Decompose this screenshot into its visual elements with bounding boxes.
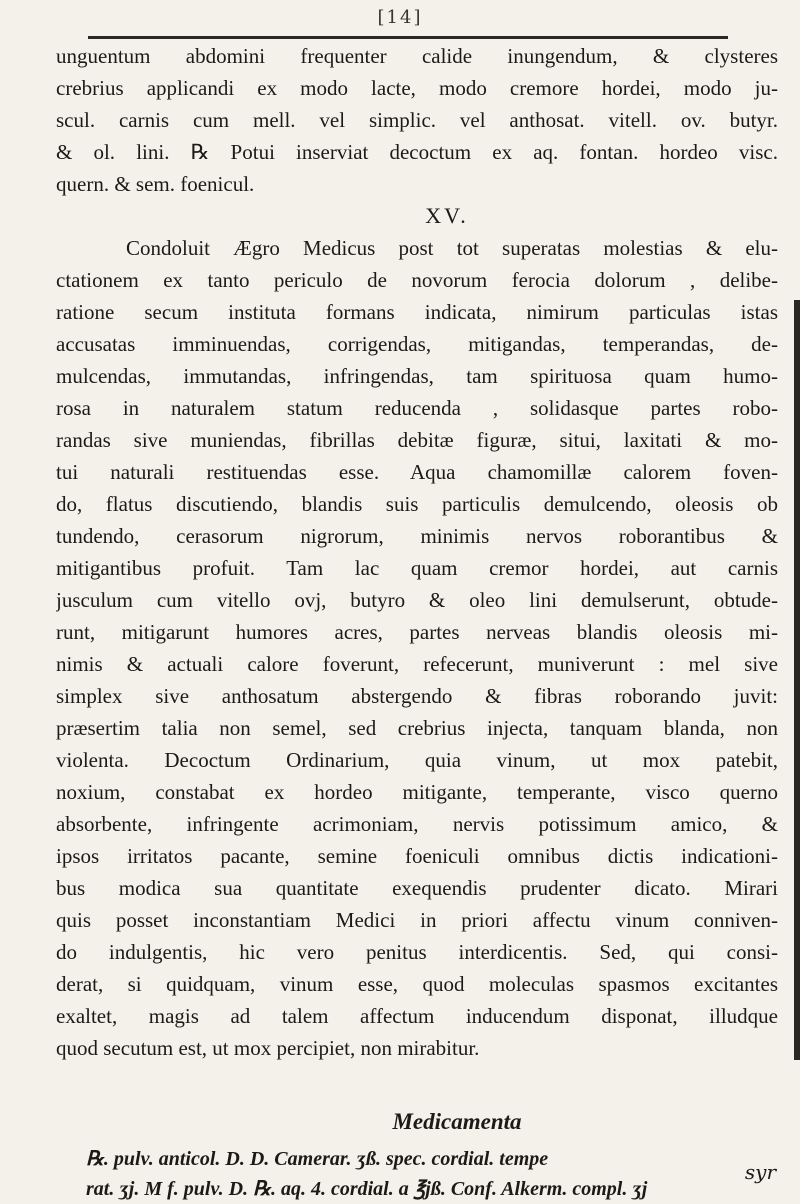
text-line: tui naturali restituendas esse. Aqua chamomillæ calorem foven-	[56, 460, 778, 484]
text-line: rosa in naturalem statum reducenda , solidasque partes robo-	[56, 396, 778, 420]
text-line: simplex sive anthosatum abstergendo & fibras roborando juvit:	[56, 684, 778, 708]
text-line: Condoluit Ægro Medicus post tot superatas molestias & elu-	[126, 236, 778, 260]
text-line: quod secutum est, ut mox percipiet, non mirabitur.	[56, 1036, 480, 1060]
section-number: XV.	[425, 203, 469, 228]
header-ornament: [14]	[377, 6, 423, 28]
text-line: do indulgentis, hic vero penitus interdicentis. Sed, qui consi-	[56, 940, 778, 964]
text-line: mitigantibus profuit. Tam lac quam cremor hordei, aut carnis	[56, 556, 778, 580]
text-line: do, flatus discutiendo, blandis suis particulis demulcendo, oleosis ob	[56, 492, 778, 516]
text-line: ipsos irritatos pacante, semine foeniculi omnibus dictis indicationi-	[56, 844, 778, 868]
text-line: præsertim talia non semel, sed crebrius injecta, tanquam blanda, non	[56, 716, 778, 740]
text-line: exaltet, magis ad talem affectum inducendum disponat, illudque	[56, 1004, 778, 1028]
catchword: syr	[744, 1160, 776, 1184]
prescription-line: rat. ʒj. M f. pulv. D. ℞. aq. 4. cordial. a ℥jß. Conf. Alkerm. compl. ʒj	[86, 1178, 648, 1200]
text-line: jusculum cum vitello ovj, butyro & oleo lini demulserunt, obtude-	[56, 588, 778, 612]
text-line: runt, mitigarunt humores acres, partes nerveas blandis oleosis mi-	[56, 620, 778, 644]
text-line: absorbente, infringente acrimoniam, nervis potissimum amico, &	[56, 812, 778, 836]
paragraph-1	[56, 40, 778, 200]
text-line: bus modica sua quantitate exequendis prudenter dicato. Mirari	[56, 876, 778, 900]
paragraph-2	[56, 232, 778, 1064]
header-rule	[88, 36, 728, 39]
text-line: quis posset inconstantiam Medici in priori affectu vinum conniven-	[56, 908, 778, 932]
text-line: randas sive muniendas, fibrillas debitæ figuræ, situi, laxitati & mo-	[56, 428, 778, 452]
text-line: mulcendas, immutandas, infringendas, tam spirituosa quam humo-	[56, 364, 778, 388]
medicamenta-title: Medicamenta	[392, 1109, 522, 1134]
text-line: violenta. Decoctum Ordinarium, quia vinum, ut mox patebit,	[56, 748, 778, 772]
text-line: crebrius applicandi ex modo lacte, modo cremore hordei, modo ju-	[56, 76, 778, 100]
text-line: unguentum abdomini frequenter calide inungendum, & clysteres	[56, 44, 778, 68]
text-line: derat, si quidquam, vinum esse, quod moleculas spasmos excitantes	[56, 972, 778, 996]
main-text	[56, 40, 778, 1204]
text-line: ctationem ex tanto periculo de novorum ferocia dolorum , delibe-	[56, 268, 778, 292]
text-line: accusatas imminuendas, corrigendas, mitigandas, temperandas, de-	[56, 332, 778, 356]
page-edge-shadow	[794, 300, 800, 1060]
text-line: nimis & actuali calore foverunt, refecerunt, muniverunt : mel sive	[56, 652, 778, 676]
text-line: & ol. lini. ℞ Potui inserviat decoctum ex aq. fontan. hordeo visc.	[56, 140, 778, 164]
prescription	[56, 1144, 778, 1204]
text-line: scul. carnis cum mell. vel simplic. vel anthosat. vitell. ov. butyr.	[56, 108, 778, 132]
text-line: ratione secum instituta formans indicata, nimirum particulas istas	[56, 300, 778, 324]
text-line: quern. & sem. foenicul.	[56, 172, 255, 196]
text-line: noxium, constabat ex hordeo mitigante, temperante, visco querno	[56, 780, 778, 804]
text-line: tundendo, cerasorum nigrorum, minimis nervos roborantibus &	[56, 524, 778, 548]
prescription-line: ℞. pulv. anticol. D. D. Camerar. ʒß. spec. cordial. tempe	[86, 1148, 549, 1170]
